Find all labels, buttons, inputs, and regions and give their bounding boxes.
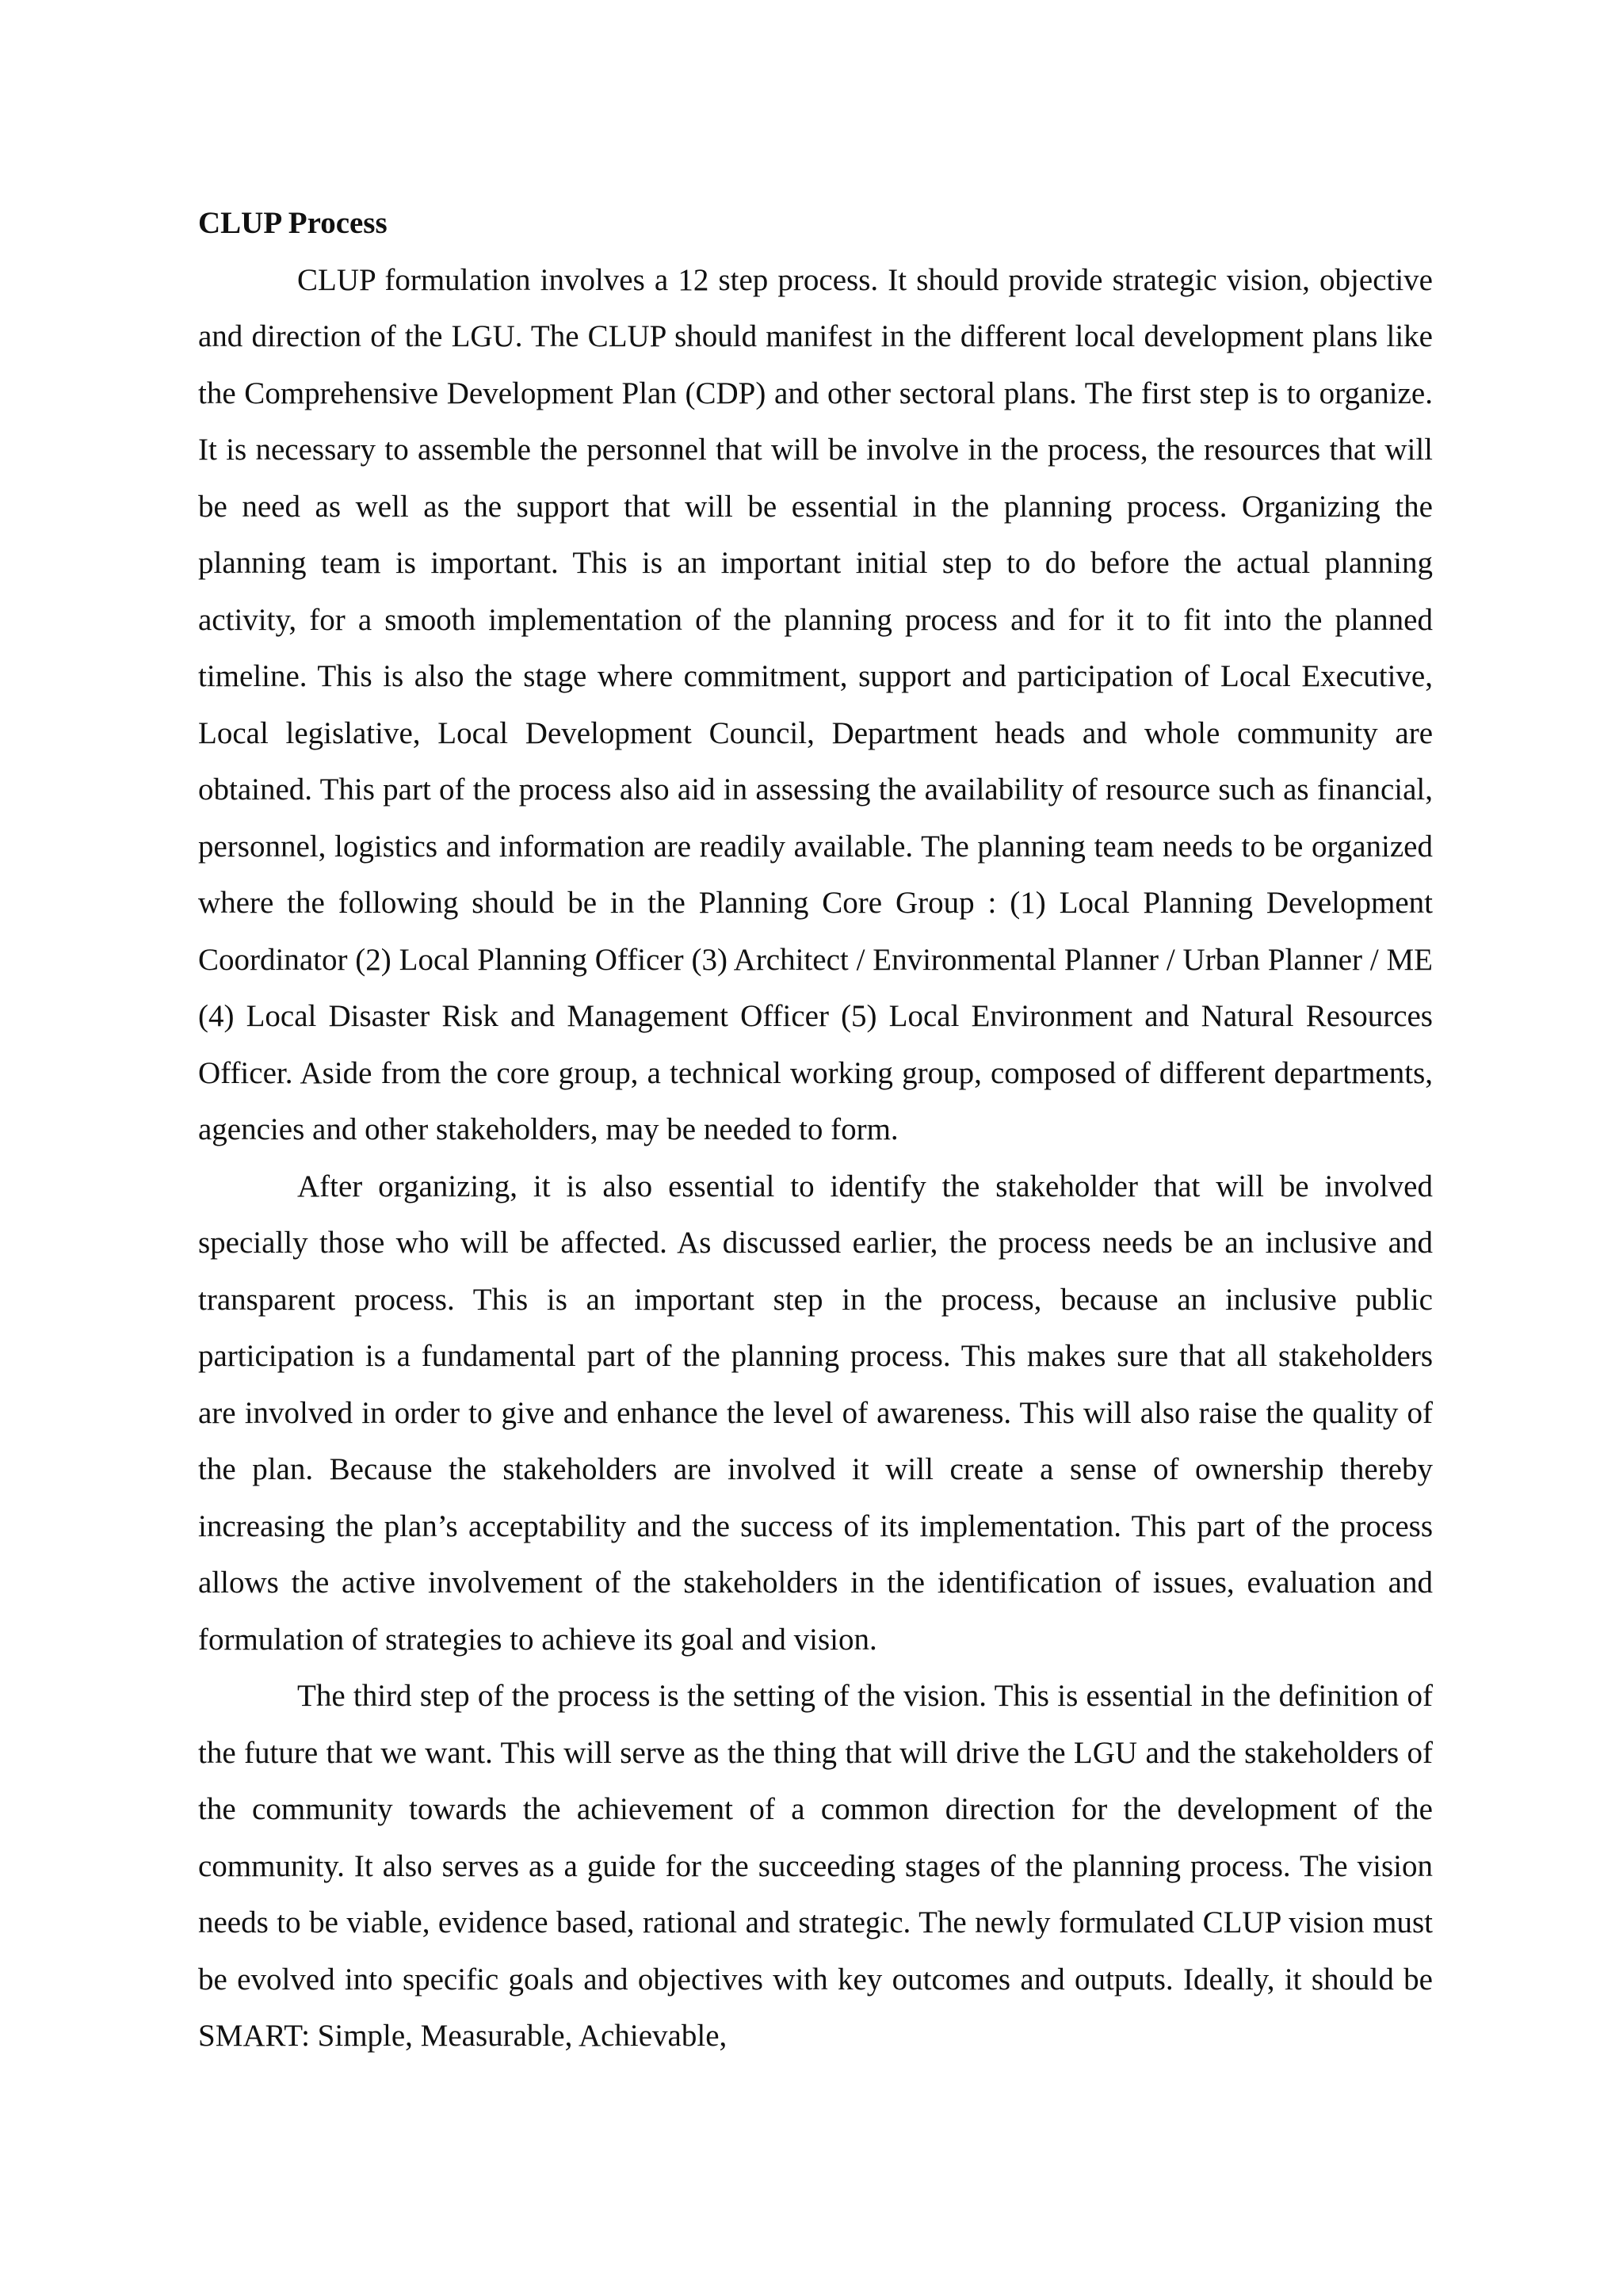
section-heading: CLUP Process: [198, 206, 388, 240]
document-body: [198, 195, 1433, 2065]
paragraph-vision: The third step of the process is the setting of the vision. This is essential in the definition of the future that we want. This will serve as the thing that will drive the LGU and the stakeholders of the community towards the achievement of a common direction for the development of the community. It also serves as a guide for the succeeding stages of the planning process. The vision needs to be viable, evidence based, rational and strategic. The newly formulated CLUP vision must be evolved into specific goals and objectives with key outcomes and outputs. Ideally, it should be SMART: Simple, Measurable, Achievable,: [198, 1679, 1433, 2053]
paragraph-stakeholders: After organizing, it is also essential to identify the stakeholder that will be involved specially those who will be affected. As discussed earlier, the process needs be an inclusive and transparent process. This is an important step in the process, because an inclusive public participation is a fundamental part of the planning process. This makes sure that all stakeholders are involved in order to give and enhance the level of awareness. This will also raise the quality of the plan. Because the stakeholders are involved it will create a sense of ownership thereby increasing the plan’s acceptability and the success of its implementation. This part of the process allows the active involvement of the stakeholders in the identification of issues, evaluation and formulation of strategies to achieve its goal and vision.: [198, 1169, 1433, 1657]
paragraph-organize: CLUP formulation involves a 12 step process. It should provide strategic vision, objective and direction of the LGU. The CLUP should manifest in the different local development plans like the Comprehensive Development Plan (CDP) and other sectoral plans. The first step is to organize. It is necessary to assemble the personnel that will be involve in the process, the resources that will be need as well as the support that will be essential in the planning process. Organizing the planning team is important. This is an important initial step to do before the actual planning activity, for a smooth implementation of the planning process and for it to fit into the planned timeline. This is also the stage where commitment, support and participation of Local Executive, Local legislative, Local Development Council, Department heads and whole community are obtained. This part of the process also aid in assessing the availability of resource such as financial, personnel, logistics and information are readily available. The planning team needs to be organized where the following should be in the Planning Core Group : (1) Local Planning Development Coordinator (2) Local Planning Officer (3) Architect / Environmental Planner / Urban Planner / ME (4) Local Disaster Risk and Management Officer (5) Local Environment and Natural Resources Officer. Aside from the core group, a technical working group, composed of different departments, agencies and other stakeholders, may be needed to form.: [198, 262, 1433, 1146]
